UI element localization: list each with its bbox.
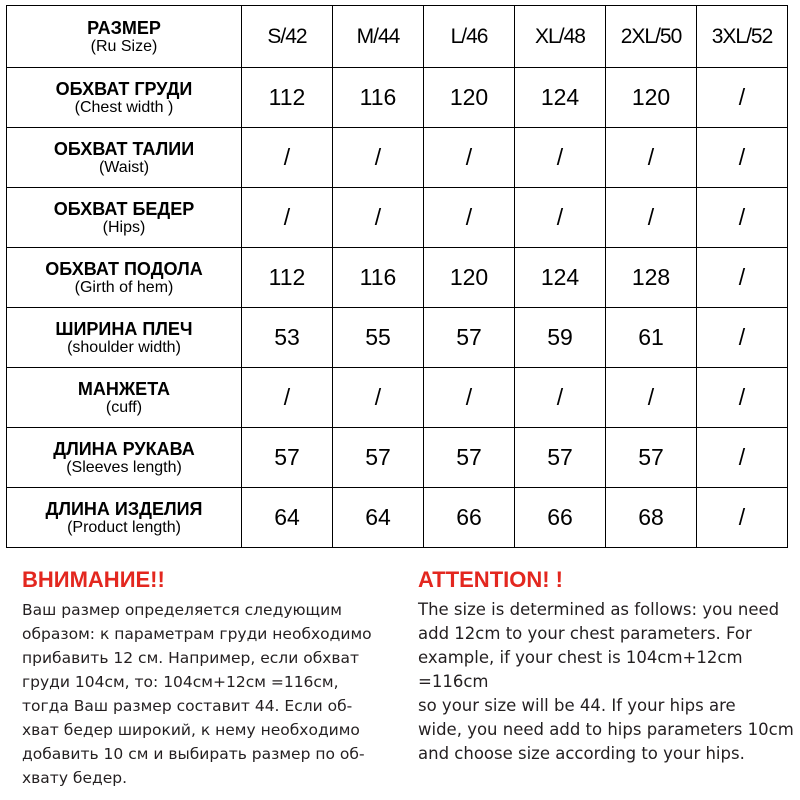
param-name-ru: ШИРИНА ПЛЕЧ [55,318,193,339]
value-cell [333,248,424,308]
value: 61 [638,324,664,350]
value: 59 [547,324,573,350]
table-row-sleeve [7,428,788,488]
value-cell [515,248,606,308]
value-cell [697,188,788,248]
value-cell [424,428,515,488]
value-cell [606,188,697,248]
note-russian [22,562,412,790]
value: / [647,144,655,170]
value-cell [515,308,606,368]
param-name-en: (cuff) [105,398,143,416]
value-cell [424,128,515,188]
note-text-en: The size is determined as follows: you need add 12cm to your chest parameters. For example, if your chest is 104cm+12cm =116cm so your size will be 44. If your hips are wide, you need add to hips parameters 10cm and choose size according to your hips. [418,600,794,763]
value: / [738,144,746,170]
value: 116 [359,264,397,290]
param-cell [7,68,242,128]
size-column-header [424,6,515,68]
param-name-en: (Chest width ) [74,98,174,116]
value: 64 [365,504,391,530]
param-name-ru: ДЛИНА РУКАВА [53,438,195,459]
value: / [465,144,473,170]
value: / [283,384,291,410]
value: / [738,444,746,470]
value: / [465,384,473,410]
size-column-header [333,6,424,68]
param-name-en: (Hips) [102,218,146,236]
value-cell [606,368,697,428]
param-name-en: (Product length) [67,518,181,536]
param-cell [7,368,242,428]
value-cell [242,68,333,128]
value: / [738,204,746,230]
table-row-hips [7,188,788,248]
param-cell [7,488,242,548]
value-cell [333,308,424,368]
value-cell [606,308,697,368]
value: / [738,504,746,530]
param-name-ru: ОБХВАТ ПОДОЛА [45,258,203,279]
value: / [556,384,564,410]
value: / [647,384,655,410]
value: / [374,144,382,170]
value-cell [424,488,515,548]
param-name-ru: МАНЖЕТА [77,378,171,399]
value: 57 [365,444,391,470]
value-cell [333,188,424,248]
value: 57 [456,324,482,350]
value-cell [515,488,606,548]
value: 112 [268,84,306,110]
value: 120 [631,84,671,110]
size-column-header [606,6,697,68]
size-label: 2XL/50 [620,24,682,48]
value-cell [333,488,424,548]
param-name-ru: ОБХВАТ ГРУДИ [55,78,193,99]
value-cell [424,188,515,248]
size-column-header [242,6,333,68]
table-header-row [7,6,788,68]
value-cell [606,248,697,308]
value-cell [424,368,515,428]
table-row-cuff [7,368,788,428]
value: / [374,204,382,230]
note-title-en: ATTENTION! ! [418,567,564,592]
value-cell [242,428,333,488]
table-row-waist [7,128,788,188]
note-text-ru: Ваш размер определяется следующим образом: к параметрам груди необходимо прибавить 12 см. Например, если обхват груди 104см, то: 104см+12см =116см, тогда Ваш размер составит 44. Если об- хват бедер широкий, к нему необходимо добавить 10 см и выбирать размер по об- хвату бедер. [22,601,372,787]
value-cell [333,428,424,488]
value: 120 [449,264,489,290]
value-cell [697,128,788,188]
size-header-en: (Ru Size) [90,37,158,55]
size-label: L/46 [450,24,488,48]
value-cell [606,428,697,488]
value-cell [515,188,606,248]
value: 68 [638,504,664,530]
param-name-en: (shoulder width) [67,338,181,356]
param-cell [7,248,242,308]
value-cell [515,128,606,188]
value-cell [697,488,788,548]
value: 57 [638,444,664,470]
value: 120 [449,84,489,110]
value-cell [515,368,606,428]
value-cell [515,68,606,128]
note-title-ru: ВНИМАНИЕ!! [22,567,165,592]
value-cell [242,188,333,248]
value-cell [606,68,697,128]
size-label: 3XL/52 [711,24,773,48]
value: / [283,144,291,170]
value: 57 [274,444,300,470]
param-name-ru: ДЛИНА ИЗДЕЛИЯ [45,498,203,519]
param-cell [7,308,242,368]
value-cell [333,128,424,188]
value-cell [606,128,697,188]
value: / [738,84,746,110]
param-cell [7,128,242,188]
value: / [738,264,746,290]
value-cell [697,368,788,428]
value-cell [333,368,424,428]
value-cell [242,488,333,548]
value-cell [424,308,515,368]
value-cell [697,68,788,128]
value-cell [424,68,515,128]
value: / [738,384,746,410]
value: / [647,204,655,230]
value-cell [242,128,333,188]
param-name-en: (Girth of hem) [74,278,174,296]
value-cell [697,308,788,368]
param-name-ru: ОБХВАТ ТАЛИИ [53,138,195,159]
param-name-en: (Sleeves length) [66,458,182,476]
value: / [374,384,382,410]
size-column-header [515,6,606,68]
value-cell [697,428,788,488]
size-header-cell [7,6,242,68]
value: / [738,324,746,350]
value: 116 [359,84,397,110]
value: / [283,204,291,230]
value: 124 [540,84,580,110]
table-row-chest [7,68,788,128]
size-header-ru: РАЗМЕР [87,17,161,38]
value: 66 [547,504,573,530]
size-column-header [697,6,788,68]
value: 128 [631,264,671,290]
value-cell [424,248,515,308]
value: 66 [456,504,482,530]
param-name-ru: ОБХВАТ БЕДЕР [53,198,195,219]
value-cell [515,428,606,488]
value: / [465,204,473,230]
table-row-hem [7,248,788,308]
size-label: M/44 [356,24,400,48]
size-chart-table [6,5,788,548]
note-english [418,562,798,766]
param-cell [7,188,242,248]
value-cell [242,248,333,308]
value: 57 [456,444,482,470]
value-cell [242,308,333,368]
value: 53 [274,324,300,350]
param-name-en: (Waist) [98,158,150,176]
value-cell [333,68,424,128]
table-row-shoulder [7,308,788,368]
value: 55 [365,324,391,350]
value: 57 [547,444,573,470]
value: / [556,144,564,170]
value: 64 [274,504,300,530]
value: / [556,204,564,230]
value: 112 [268,264,306,290]
value-cell [606,488,697,548]
size-label: S/42 [267,24,307,48]
value-cell [697,248,788,308]
param-cell [7,428,242,488]
value: 124 [540,264,580,290]
table-row-length [7,488,788,548]
size-label: XL/48 [535,24,585,48]
value-cell [242,368,333,428]
